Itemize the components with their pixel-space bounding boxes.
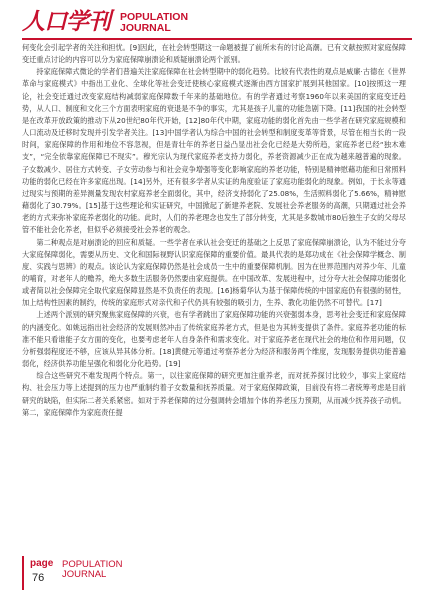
journal-title-zh: 人口学刊 bbox=[22, 8, 110, 35]
journal-title-en-line1: POPULATION bbox=[120, 11, 189, 23]
journal-title-en bbox=[120, 12, 188, 34]
paragraph: 第二种观点是对崩溃论的回应和质疑。一些学者在承认社会变迁的基础之上反思了家庭保障崩溃论，认为不能过分夸大家庭保障弱化，需要从历史、文化和国际视野认识家庭保障的重要价值。最具代表的是郑功成在《社会保障学概念、制度、实践与思辨》的观点。该论认为家庭保障仍然是社会成员一生中的重要保障机制。因为在世界范围内对养少年、儿童的哺育，对老年人的赡养，绝大多数生活服务仍然要由家庭提供。在中国改革、发展进程中，过分夸大社会保障功能弱化或者简以社会保障完全取代家庭保障显然是不负责任的表现。[16]杨菊华认为基于保障传统的中国家庭仍有很强的韧性，加上结构性因素的制约，传统的家庭形式对亲代和子代仍具有较强的吸引力，生养、教化功能仍然不可替代。[17] bbox=[22, 237, 406, 308]
footer-rule bbox=[22, 556, 24, 590]
paragraph: 上述两个派别的研究聚焦家庭保障的兴衰，也有学者跳出了家庭保障功能的兴衰强弱本身，思考社会变迁和家庭保障的内涵变化。如姚远指出社会经济的发展则然冲击了传统家庭养老方式，但是也为其转变提供了条件。家庭养老功能的标准不能只看谁能子女方面的变化，也要考虑老年人自身条件和需求变化。对于家庭养老在现代社会的地位和作用问题，仅分析强弱程度还不够，应该从异其体分析。[18]黄健元等通过考察养老分为经济和服务两个维度，发现服务提供功能普遍弱化，经济供养功能呈强化和弱化分化趋势。[19] bbox=[22, 310, 406, 369]
page-number: 76 bbox=[32, 572, 45, 584]
header-rule bbox=[22, 38, 412, 40]
footer-journal-line1: POPULATION bbox=[62, 559, 123, 570]
footer-journal-line2: JOURNAL bbox=[62, 569, 107, 580]
journal-header bbox=[22, 8, 412, 38]
footer-journal-name bbox=[62, 560, 123, 580]
journal-title-en-line2: JOURNAL bbox=[120, 22, 171, 34]
page-footer bbox=[22, 556, 222, 592]
article-body bbox=[22, 42, 406, 419]
paragraph: 综合这些研究不难发现两个特点。第一，以往家庭保障的研究更加注重养老，而对抚养探讨比较少，事实上家庭结构、社会压力等上述提到的压力也严重制约着子女数量和抚养质量。对于家庭保障政策，目前没有将二者统筹考虑是目前研究的缺陷，但实际二者关系紧密。如对于养老保障的过分强调转会增加个体的养老压力预期，从而减少抚养孩子动机。第二，家庭保障作为家庭责任提 bbox=[22, 371, 406, 417]
paragraph: 持家庭保障式微论的学者们普遍关注家庭保障在社会转型期中的弱化趋势。比较有代表性的观点是威廉·古德在《世界革命与家庭模式》中指出工业化、全球化等社会变迁使核心家庭模式逐渐由西方国家扩展到其他国家。[10]按照这一理论，社会变迁通过改变家庭结构减弱家庭保障数千年来的基础地位。有的学者通过考察1960年以来美国的家庭变迁趋势，从人口、制度和文化三个方面表明家庭的衰退是不争的事实，尤其是孩子儿童的功能急剧下降。[11]我国的社会转型是在改革开放政策的推动下从20世纪80年代开始，[12]80年代中期，家庭功能的弱化首先由一些学者在研究家庭规模和人口流动及迁移时发现并引发学者关注。[13]中国学者认为综合中国的社会转型和制度变革等背景，尽管在相当长的一段时间，家庭保障的作用和地位不容忽视，但是青壮年的养老日益凸显出社会化已经是大势所趋，家庭养老已经“独木难支”，“完全依靠家庭保障已不现实”。穆光宗认为现代家庭养老支持力弱化，养老资源减少正在成为越来越普遍的现象。子女数减少、居住方式转变、子女劳动参与和社会竞争增强等变化影响家庭的养老功能，特别是精神慰藉功能和日常照料功能的弱化已经在许多家庭出现。[14]另外，还有很多学者从实证的角度验证了家庭功能弱化的现象。例如，于长永等通过现实与预期的差异测量发现农村家庭养老全面弱化，其中，经济支持弱化了25.08%，生活照料弱化了5.66%，精神慰藉弱化了30.79%。[15]基于这些理论和实证研究，中国掀起了新建养老院、发展社会养老服务的高潮，只期通过社会养老的方式来弥补家庭养老弱化的功能。此时，人们的养老理念也发生了部分转变，尤其是多数城市80后独生子女的父母尽管不能社会化养老，但似乎必须接受社会养老的观念。 bbox=[22, 67, 406, 235]
page-label: page bbox=[30, 558, 54, 569]
paragraph: 何变化会引起学者的关注和担忧。[9]因此，在社会转型期这一命题被提了前所未有的讨论高潮。已有文献按照对家庭保障变迁重点讨论的内容可以分为家庭保障崩溃论和质疑崩溃论两个派别。 bbox=[22, 43, 406, 65]
